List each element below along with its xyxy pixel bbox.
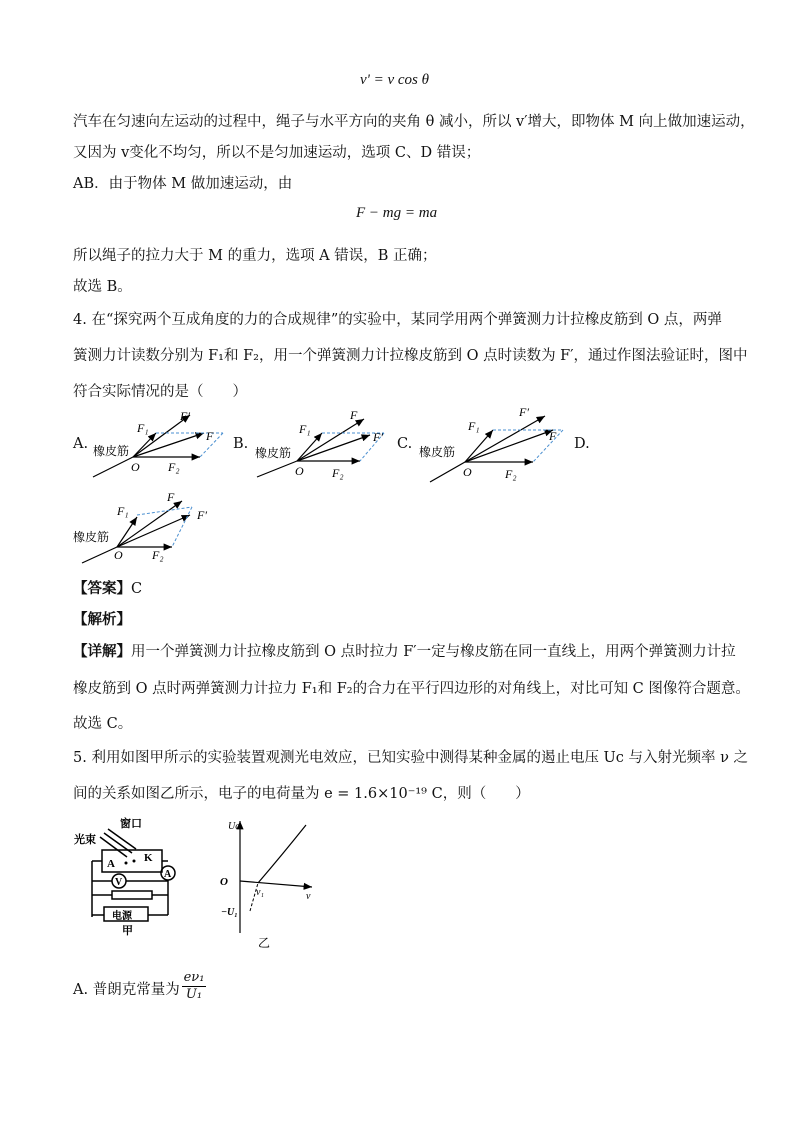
label-fprime: F′ (519, 405, 529, 419)
label-rubber-band: 橡皮筋 (93, 444, 130, 458)
force-diagram-d (72, 487, 232, 567)
answer-row (73, 577, 142, 598)
answer-tag: 【答案】 (73, 580, 131, 597)
label-fprime: F′ (197, 508, 207, 522)
detail-line (73, 640, 736, 661)
paragraph-line: AB．由于物体 M 做加速运动，由 (73, 176, 293, 192)
label-x-axis: ν (306, 891, 311, 902)
label-f: F (549, 429, 557, 443)
force-diagram-b (252, 405, 392, 485)
figure-caption-jia: 甲 (122, 924, 133, 937)
label-f1: F₁ (137, 421, 149, 435)
force-diagram-c (415, 400, 575, 490)
question-4-stem: 簧测力计读数分别为 F₁和 F₂，用一个弹簧测力计拉橡皮筋到 O 点时读数为 F′，通过作图法验证时，图中 (73, 348, 748, 364)
apparatus-figure (72, 815, 202, 935)
analysis-tag: 【解析】 (73, 611, 131, 628)
label-nu1: ν₁ (256, 887, 264, 898)
question-4-stem: 符合实际情况的是（ ） (73, 384, 247, 400)
equation-velocity: v' = v cos θ (360, 72, 430, 88)
paragraph-line: 又因为 v变化不均匀，所以不是匀加速运动，选项 C、D 错误； (73, 145, 481, 161)
option-d-label: D. (574, 436, 590, 452)
q5-option-a-label: A. 普朗克常量为 (73, 982, 180, 998)
label-neg-u1: −U₁ (221, 907, 238, 918)
label-o: O (131, 460, 140, 474)
label-fprime: F′ (180, 409, 190, 423)
label-ammeter: A (164, 869, 172, 880)
label-o: O (114, 548, 123, 562)
figure-caption-yi: 乙 (258, 936, 271, 950)
fraction-denominator: U₁ (185, 987, 203, 1002)
label-o: O (295, 464, 304, 478)
label-light-beam: 光束 (74, 833, 96, 846)
option-b-label: B. (233, 436, 249, 452)
question-4-stem: 4. 在“探究两个互成角度的力的合成规律”的实验中，某同学用两个弹簧测力计拉橡皮筋到 O 点，两弹 (73, 312, 722, 328)
question-5-stem: 间的关系如图乙所示，电子的电荷量为 e = 1.6×10⁻¹⁹ C，则（ ） (73, 786, 530, 802)
label-fprime: F′ (373, 430, 383, 444)
label-f1: F₁ (117, 504, 129, 518)
label-f: F (350, 408, 358, 422)
paragraph-line: 所以绳子的拉力大于 M 的重力，选项 A 错误，B 正确； (73, 248, 437, 264)
label-voltmeter: V (115, 877, 123, 888)
label-y-axis: Uc (228, 821, 240, 832)
label-cathode: K (144, 852, 153, 864)
fraction-numerator: eν₁ (183, 970, 205, 985)
label-power-source: 电源 (112, 911, 132, 922)
label-o: O (463, 465, 472, 479)
label-f2: F₂ (152, 548, 164, 562)
paragraph-line: 故选 B。 (73, 279, 132, 295)
q5-option-a (73, 978, 180, 999)
label-rubber-band: 橡皮筋 (255, 446, 292, 460)
label-f: F (206, 429, 214, 443)
label-rubber-band: 橡皮筋 (73, 530, 110, 544)
detail-tag: 【详解】 (73, 643, 131, 660)
label-f2: F₂ (505, 467, 517, 481)
label-window: 窗口 (120, 817, 142, 830)
paragraph-line: 汽车在匀速向左运动的过程中，绳子与水平方向的夹角 θ 减小，所以 v′增大，即物体 M 向上做加速运动， (73, 114, 755, 130)
force-diagram-a (88, 405, 228, 485)
q5-option-a-fraction (182, 970, 206, 1002)
label-f1: F₁ (468, 419, 480, 433)
question-5-stem: 5. 利用如图甲所示的实验装置观测光电效应，已知实验中测得某种金属的遏止电压 Uc 与入射光频率 ν 之 (73, 750, 749, 766)
label-f2: F₂ (332, 466, 344, 480)
option-c-label: C. (397, 436, 413, 452)
equation-newton: F − mg = ma (356, 205, 438, 221)
detail-text: 用一个弹簧测力计拉橡皮筋到 O 点时拉力 F′一定与橡皮筋在同一直线上，用两个弹簧测力计拉 (131, 644, 736, 660)
label-anode: A (107, 858, 115, 870)
label-f1: F₁ (299, 422, 311, 436)
answer-value: C (131, 581, 143, 597)
option-a-label: A. (73, 436, 89, 452)
detail-line: 橡皮筋到 O 点时两弹簧测力计拉力 F₁和 F₂的合力在平行四边形的对角线上，对比可知 C 图像符合题意。 (73, 681, 750, 697)
label-f: F (167, 490, 175, 504)
detail-line: 故选 C。 (73, 716, 133, 732)
uc-frequency-graph (222, 815, 322, 950)
label-rubber-band: 橡皮筋 (419, 445, 456, 459)
label-origin: O (220, 876, 228, 888)
label-f2: F₂ (168, 460, 180, 474)
